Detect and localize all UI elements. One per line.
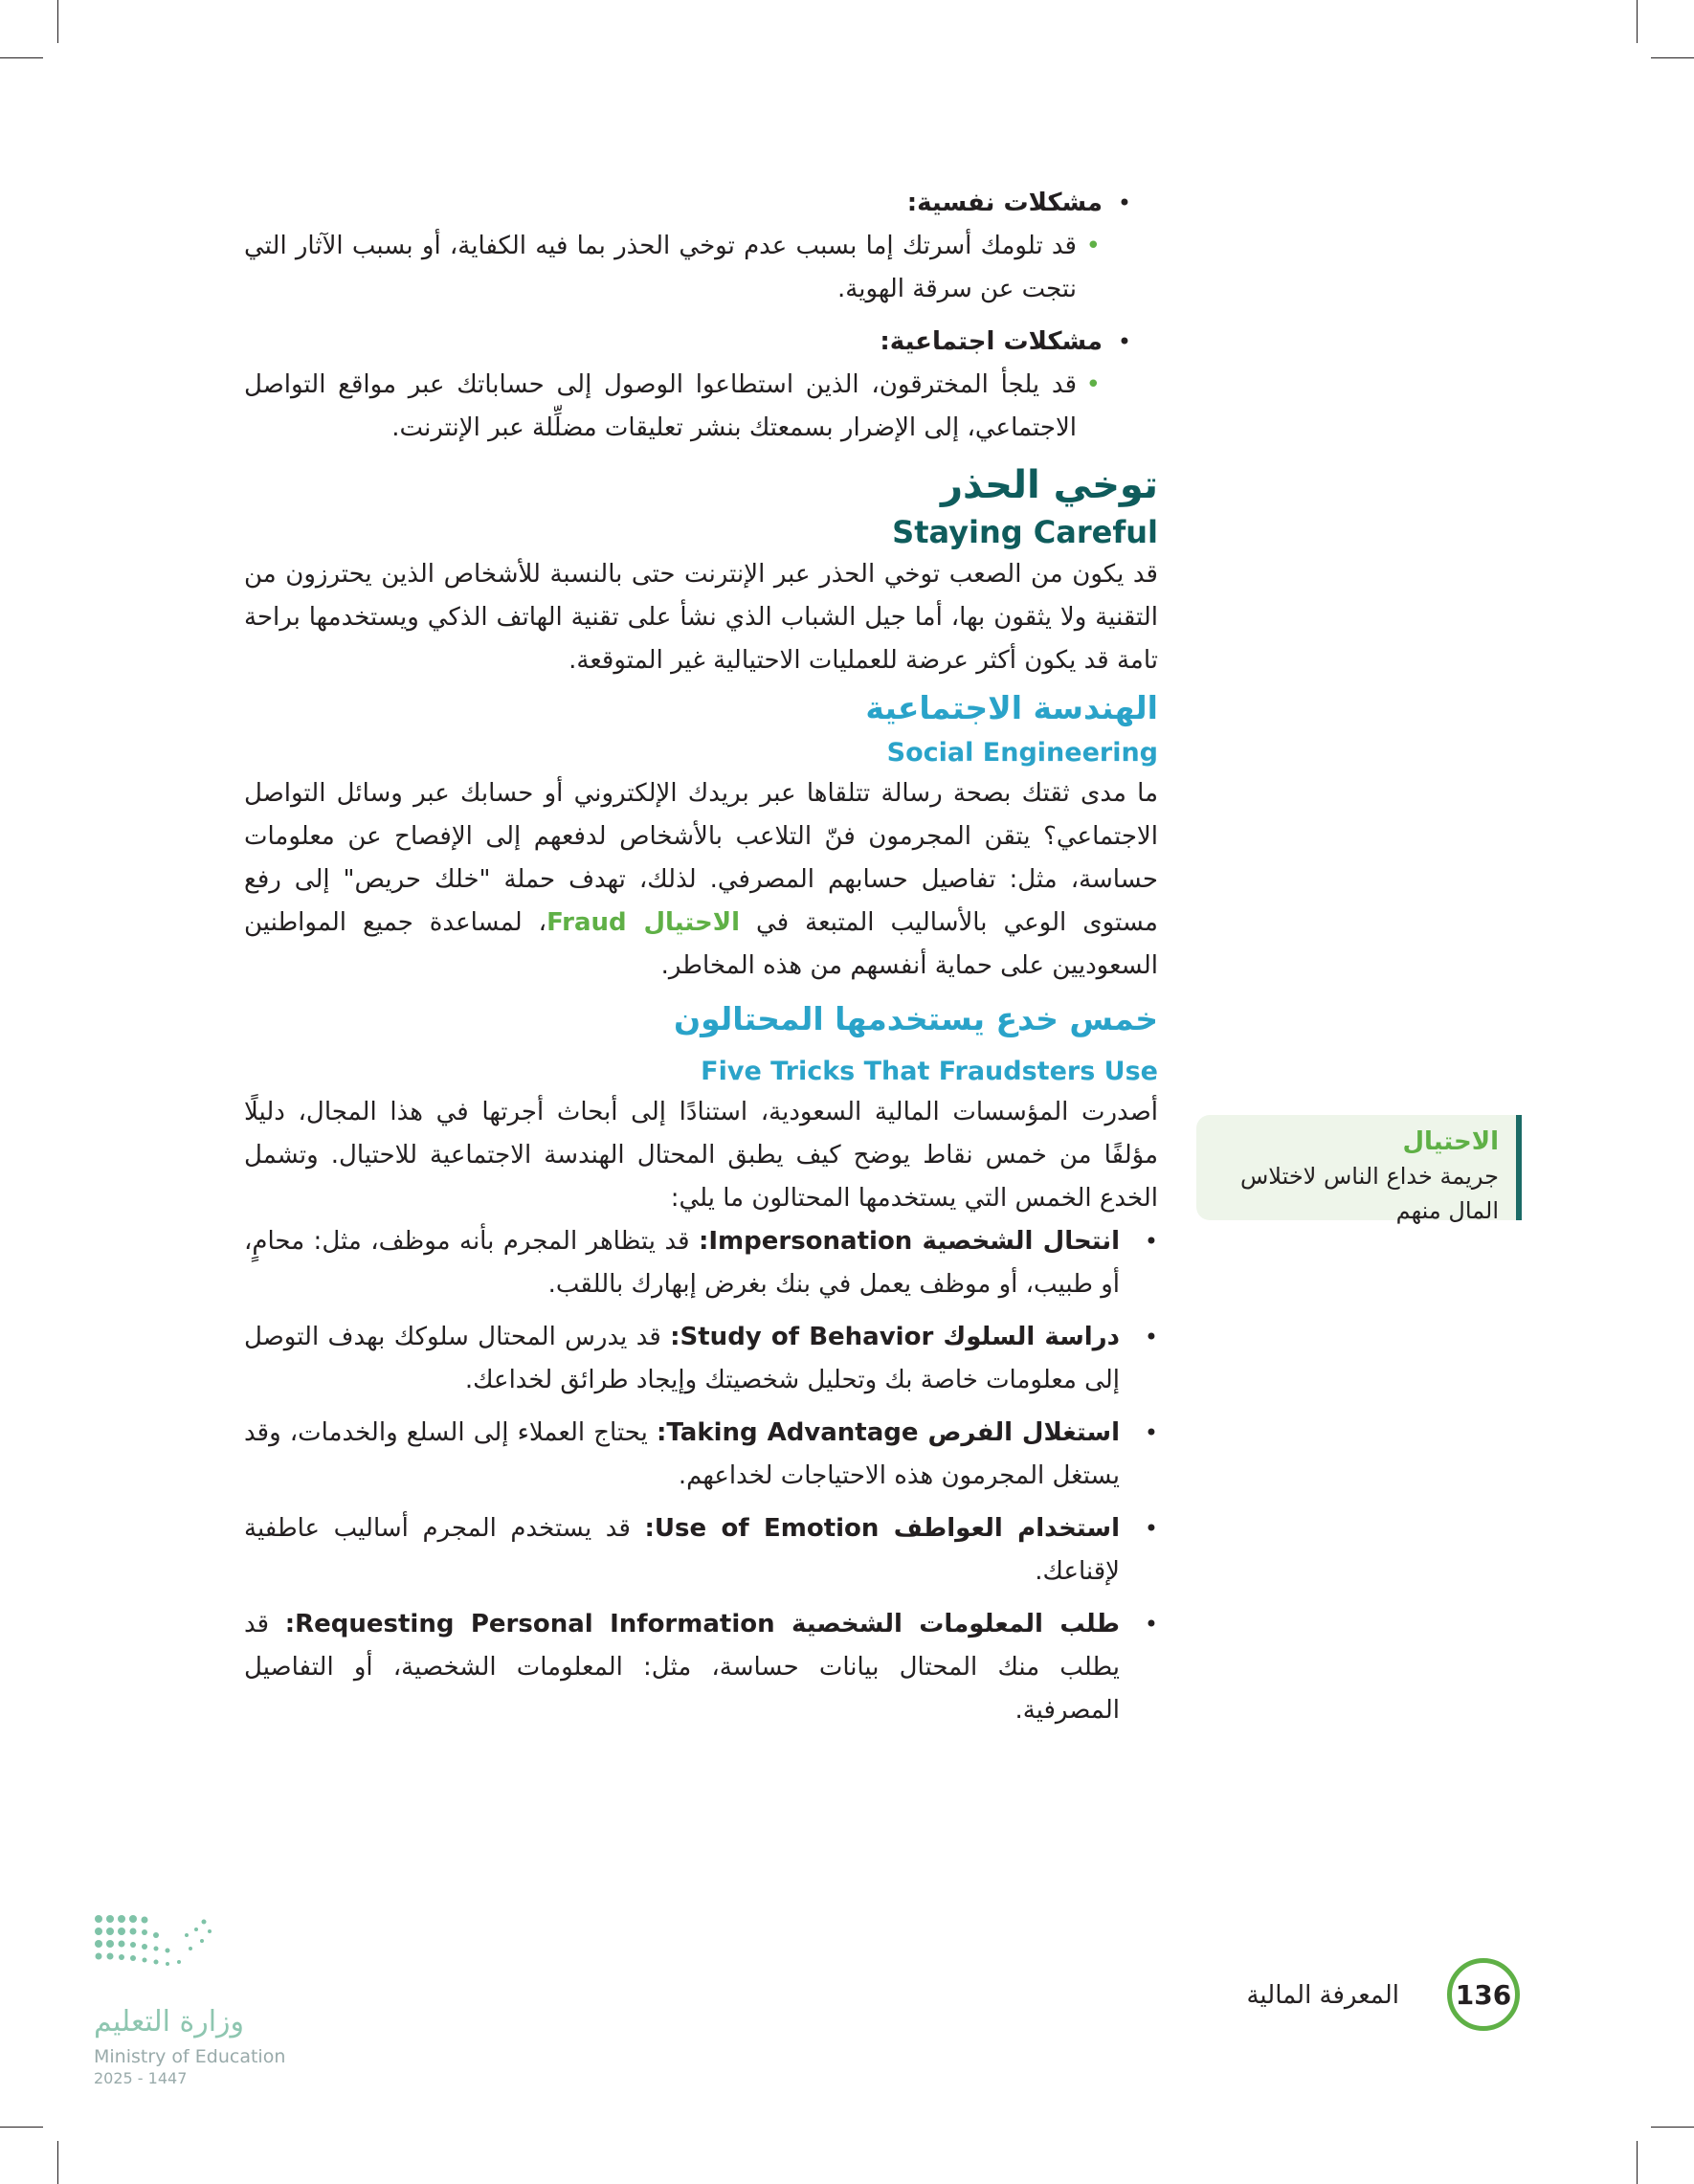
psych-text: قد تلومك أسرتك إما بسبب عدم توخي الحذر بما فيه الكفاية، أو بسبب الآثار التي نتجت عن سرقة الهوية. [244, 232, 1077, 303]
trick-text: قد يتظاهر المجرم بأنه موظف، مثل: محامٍ، أو طبيب، أو موظف يعمل في بنك بغرض إبهارك باللقب. [244, 1227, 1120, 1299]
trick-item: • دراسة السلوك Study of Behavior: قد يدرس المحتال سلوكك بهدف التوصل إلى معلومات خاصة بك وتحليل شخصيتك وإيجاد طرائق لخداعك. [244, 1323, 1158, 1394]
crop-mark [0, 57, 43, 58]
social-eng-text-b: ، لمساعدة جميع المواطنين السعوديين على حماية أنفسهم من هذه المخاطر. [244, 908, 1158, 980]
bullet-social: • مشكلات اجتماعية: [880, 327, 1131, 356]
trick-text: قد يستخدم المجرم أساليب عاطفية لإقناعك. [244, 1514, 1120, 1586]
careful-title-en: Staying Careful [892, 514, 1158, 550]
crop-mark [1637, 0, 1638, 43]
trick-item: • طلب المعلومات الشخصية Requesting Personal Information: قد يطلب منك المحتال بيانات حساسة، مثل: المعلومات الشخصية، أو التفاصيل المصرفية. [244, 1610, 1158, 1725]
ministry-name-ar: وزارة التعليم [94, 2005, 245, 2039]
trick-text: يحتاج العملاء إلى السلع والخدمات، وقد يستغل المجرمون هذه الاحتياجات لخداعهم. [244, 1418, 1120, 1490]
trick-item: • استخدام العواطف Use of Emotion: قد يستخدم المجرم أساليب عاطفية لإقناعك. [244, 1514, 1158, 1586]
trick-term: طلب المعلومات الشخصية Requesting Personal Information: [284, 1610, 1120, 1638]
social-eng-title-en: Social Engineering [886, 738, 1158, 768]
ministry-name-en: Ministry of Education [94, 2046, 286, 2067]
social-item [244, 364, 1158, 450]
trick-term: انتحال الشخصية Impersonation: [698, 1227, 1120, 1256]
crop-mark [1651, 57, 1694, 58]
trick-text: قد يدرس المحتال سلوكك بهدف التوصل إلى معلومات خاصة بك وتحليل شخصيتك وإيجاد طرائق لخداعك. [244, 1323, 1120, 1394]
tricks-title-en: Five Tricks That Fraudsters Use [701, 1057, 1158, 1086]
trick-term: استخدام العواطف Use of Emotion: [644, 1514, 1120, 1543]
crop-mark [1637, 2141, 1638, 2184]
green-dot-icon: • [1085, 232, 1101, 260]
trick-term: استغلال الفرص Taking Advantage: [656, 1418, 1120, 1447]
trick-item: • استغلال الفرص Taking Advantage: يحتاج العملاء إلى السلع والخدمات، وقد يستغل المجرمون هذه الاحتياجات لخداعهم. [244, 1418, 1158, 1490]
tricks-intro: أصدرت المؤسسات المالية السعودية، استنادًا إلى أبحاث أجرتها في هذا المجال، دليلًا مؤلفًا من خمس نقاط يوضح كيف يطبق المحتال الهندسة الاجتماعية للاحتيال. وتشمل الخدع الخمس التي يستخدمها المحتالون ما يلي: [244, 1098, 1158, 1213]
careful-text: قد يكون من الصعب توخي الحذر عبر الإنترنت حتى بالنسبة للأشخاص الذين يحترزون من التقنية ولا يثقون بها، أما جيل الشباب الذي نشأ على تقنية الهاتف الذكي ويستخدمها براحة تامة قد يكون أكثر عرضة للعمليات الاحتيالية غير المتوقعة. [244, 560, 1158, 675]
trick-term: دراسة السلوك Study of Behavior: [670, 1323, 1120, 1351]
social-eng-text [244, 772, 1158, 988]
main-column [244, 182, 1158, 1732]
glossary-title: الاحتيال [1402, 1127, 1499, 1156]
glossary-box [1196, 1115, 1522, 1224]
psych-heading: مشكلات نفسية: [906, 189, 1103, 217]
glossary-text: جريمة خداع الناس لاختلاس المال منهم [1239, 1163, 1499, 1224]
social-eng-title-ar: الهندسة الاجتماعية [865, 689, 1158, 726]
social-heading: مشكلات اجتماعية: [880, 327, 1103, 356]
fraud-term: الاحتيال Fraud [546, 908, 741, 937]
psych-item [244, 225, 1158, 311]
crop-mark [57, 0, 58, 43]
green-dot-icon: • [1085, 370, 1101, 399]
social-eng-text-a: ما مدى ثقتك بصحة رسالة تتلقاها عبر بريدك الإلكتروني أو حسابك عبر وسائل التواصل الاجتماعي؟ يتقن المجرمون فنّ التلاعب بالأشخاص لدفعهم إلى الإفصاح عن معلومات حساسة، مثل: تفاصيل حسابهم المصرفي. لذلك، تهدف حملة "خلك حريص" إلى رفع مستوى الوعي بالأساليب المتبعة في [244, 779, 1158, 937]
careful-title-ar: توخي الحذر [940, 463, 1158, 507]
social-text: قد يلجأ المخترقون، الذين استطاعوا الوصول إلى حساباتك عبر مواقع التواصل الاجتماعي، إلى الإضرار بسمعتك بنشر تعليقات مضلِّلة عبر الإنترنت. [244, 370, 1077, 442]
page-number: 136 [1447, 1958, 1520, 2031]
bullet-psych: • مشكلات نفسية: [906, 189, 1131, 217]
ministry-year: 2025 - 1447 [94, 2069, 188, 2087]
crop-mark [1651, 2127, 1694, 2128]
tricks-title-ar: خمس خدع يستخدمها المحتالون [673, 1000, 1158, 1037]
book-title: المعرفة المالية [1246, 1981, 1399, 2010]
trick-item: • انتحال الشخصية Impersonation: قد يتظاهر المجرم بأنه موظف، مثل: محامٍ، أو طبيب، أو موظف يعمل في بنك بغرض إبهارك باللقب. [244, 1227, 1158, 1299]
trick-text: قد يطلب منك المحتال بيانات حساسة، مثل: المعلومات الشخصية، أو التفاصيل المصرفية. [244, 1610, 1120, 1725]
crop-mark [0, 2127, 43, 2128]
crop-mark [57, 2141, 58, 2184]
